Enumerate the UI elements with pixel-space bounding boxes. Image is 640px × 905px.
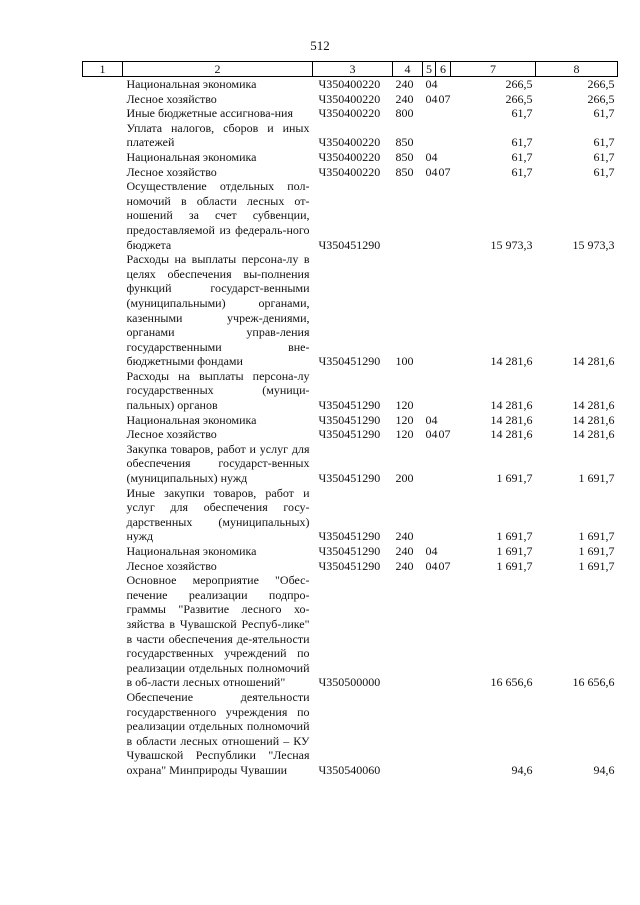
row-code: Ч350400220 [318, 164, 381, 179]
row-value-8: 61,7 [593, 149, 615, 164]
row-col-6 [436, 486, 451, 544]
header-cell-3: 3 [313, 62, 393, 77]
row-value-7: 14 281,6 [490, 427, 533, 442]
row-name: Осуществление отдельных пол-номочий в области лесных от-ношений за счет субвенции, предоставляемой из федераль-ного бюджета [126, 179, 310, 252]
row-value-8: 61,7 [593, 164, 615, 179]
row-code: Ч350400220 [318, 149, 381, 164]
row-value-7: 61,7 [511, 164, 533, 179]
row-col-5 [423, 690, 436, 778]
row-code: Ч350451290 [318, 237, 381, 252]
row-col-5 [423, 442, 436, 486]
row-col-5: 04 [425, 558, 438, 573]
row-col-5 [423, 573, 436, 690]
header-cell-7: 7 [451, 62, 536, 77]
row-col-5: 04 [425, 412, 438, 427]
row-col-4: 800 [395, 106, 414, 121]
row-value-7: 1 691,7 [496, 471, 533, 486]
row-col-5: 04 [425, 77, 438, 91]
row-col-1 [83, 442, 123, 486]
header-cell-5: 5 [423, 62, 436, 77]
row-code: Ч350400220 [318, 91, 381, 106]
row-name: Национальная экономика [126, 412, 257, 427]
row-code: Ч350451290 [318, 412, 381, 427]
row-code: Ч350451290 [318, 558, 381, 573]
row-col-4: 200 [395, 471, 414, 486]
row-value-7: 14 281,6 [490, 398, 533, 413]
row-col-4 [393, 179, 423, 252]
header-cell-1: 1 [83, 62, 123, 77]
row-value-8: 1 691,7 [578, 544, 615, 558]
page-number: 512 [310, 38, 330, 53]
row-code: Ч350451290 [318, 471, 381, 486]
row-col-4: 100 [395, 354, 414, 369]
row-col-6 [436, 121, 451, 150]
row-col-5 [423, 179, 436, 252]
table-row [83, 427, 618, 442]
row-code: Ч350451290 [318, 398, 381, 413]
table-row [83, 77, 618, 92]
row-name: Лесное хозяйство [126, 558, 217, 573]
row-col-5 [423, 369, 436, 413]
row-col-6 [436, 544, 451, 559]
row-name: Национальная экономика [126, 77, 257, 91]
table-row [83, 442, 618, 486]
row-col-6: 07 [438, 164, 451, 179]
row-col-4 [393, 690, 423, 778]
row-col-1 [83, 690, 123, 778]
row-col-1 [83, 573, 123, 690]
row-value-8: 61,7 [593, 135, 615, 150]
row-col-1 [83, 559, 123, 574]
row-col-5 [423, 121, 436, 150]
table-row [83, 92, 618, 107]
row-value-7: 61,7 [511, 135, 533, 150]
header-cell-6: 6 [436, 62, 451, 77]
row-col-1 [83, 165, 123, 180]
row-col-6 [436, 106, 451, 121]
row-col-6: 07 [438, 91, 451, 106]
row-code: Ч350400220 [318, 106, 381, 121]
row-col-6 [436, 413, 451, 428]
row-name: Основное мероприятие "Обес-печение реализации подпро-граммы "Развитие лесного хо-зяйства в Чувашской Респуб-лике" в части обеспечения де-ятельности государственных учреждений по реализации отдельных полномочий в об-ласти лесных отношений" [126, 573, 310, 690]
row-code: Ч350451290 [318, 529, 381, 544]
row-col-5: 04 [425, 544, 438, 558]
table-row [83, 106, 618, 121]
row-col-1 [83, 544, 123, 559]
row-col-4: 850 [395, 149, 414, 164]
row-name: Закупка товаров, работ и услуг для обеспечения государст-венных (муниципальных) нужд [126, 441, 310, 486]
row-col-1 [83, 150, 123, 165]
row-col-6 [436, 690, 451, 778]
row-value-7: 266,5 [505, 77, 533, 91]
row-value-8: 1 691,7 [578, 471, 615, 486]
row-col-4: 850 [395, 164, 414, 179]
row-col-4: 240 [395, 544, 414, 558]
row-name: Расходы на выплаты персона-лу государственных (муници-пальных) органов [126, 368, 310, 413]
table-row [83, 559, 618, 574]
row-col-6 [436, 179, 451, 252]
row-name: Лесное хозяйство [126, 91, 217, 106]
row-col-6 [436, 369, 451, 413]
header-cell-8: 8 [536, 62, 618, 77]
row-name: Лесное хозяйство [126, 427, 217, 442]
table-row [83, 252, 618, 369]
row-value-8: 61,7 [593, 106, 615, 121]
row-col-6 [436, 252, 451, 369]
table-row [83, 150, 618, 165]
table-row [83, 573, 618, 690]
row-value-8: 266,5 [587, 91, 615, 106]
row-code: Ч350451290 [318, 354, 381, 369]
row-col-1 [83, 413, 123, 428]
row-col-5: 04 [425, 91, 438, 106]
row-name: Уплата налогов, сборов и иных платежей [126, 120, 310, 150]
row-value-8: 14 281,6 [572, 412, 615, 427]
row-value-7: 14 281,6 [490, 412, 533, 427]
row-col-6 [436, 150, 451, 165]
row-value-7: 61,7 [511, 106, 533, 121]
row-value-7: 61,7 [511, 149, 533, 164]
header-row [83, 62, 618, 77]
row-value-7: 266,5 [505, 91, 533, 106]
row-col-6 [436, 77, 451, 92]
table-body [83, 77, 618, 778]
table-row [83, 165, 618, 180]
row-value-8: 14 281,6 [572, 427, 615, 442]
row-col-1 [83, 77, 123, 92]
row-col-4: 240 [395, 91, 414, 106]
row-value-8: 15 973,3 [572, 237, 615, 252]
row-col-1 [83, 427, 123, 442]
row-col-6 [436, 573, 451, 690]
table-row [83, 121, 618, 150]
row-col-4: 240 [395, 77, 414, 91]
row-code: Ч350451290 [318, 544, 381, 558]
row-col-1 [83, 486, 123, 544]
row-col-5 [423, 252, 436, 369]
budget-table-container [82, 61, 617, 778]
row-name: Иные закупки товаров, работ и услуг для обеспечения госу-дарственных (муниципальных) нужд [126, 485, 310, 544]
table-row [83, 486, 618, 544]
row-col-4: 120 [395, 412, 414, 427]
row-value-7: 1 691,7 [496, 544, 533, 558]
row-code: Ч350500000 [318, 675, 381, 690]
row-value-7: 14 281,6 [490, 354, 533, 369]
row-col-4: 850 [395, 135, 414, 150]
row-code: Ч350400220 [318, 135, 381, 150]
header-cell-4: 4 [393, 62, 423, 77]
row-col-1 [83, 252, 123, 369]
row-col-6: 07 [438, 558, 451, 573]
row-col-5: 04 [425, 427, 438, 442]
row-value-7: 1 691,7 [496, 558, 533, 573]
row-col-5 [423, 486, 436, 544]
row-col-5 [423, 106, 436, 121]
row-value-8: 14 281,6 [572, 398, 615, 413]
row-col-4: 240 [395, 529, 414, 544]
row-name: Национальная экономика [126, 149, 257, 164]
row-value-8: 266,5 [587, 77, 615, 91]
row-col-4: 120 [395, 398, 414, 413]
row-name: Обеспечение деятельности государственного учреждения по реализации отдельных полномочий в области лесных отношений – КУ Чувашской Республики "Лесная охрана" Минприроды Чувашии [126, 689, 310, 777]
row-col-5: 04 [425, 164, 438, 179]
row-col-6 [436, 442, 451, 486]
row-col-1 [83, 179, 123, 252]
row-code: Ч350540060 [318, 762, 381, 777]
row-code: Ч350400220 [318, 77, 381, 91]
table-row [83, 413, 618, 428]
row-col-1 [83, 106, 123, 121]
row-col-1 [83, 92, 123, 107]
row-name: Национальная экономика [126, 544, 257, 558]
row-name: Лесное хозяйство [126, 164, 217, 179]
row-value-7: 15 973,3 [490, 237, 533, 252]
header-cell-2: 2 [123, 62, 313, 77]
row-value-8: 14 281,6 [572, 354, 615, 369]
row-col-4: 240 [395, 558, 414, 573]
table-row [83, 690, 618, 778]
row-value-8: 1 691,7 [578, 529, 615, 544]
row-col-1 [83, 121, 123, 150]
row-col-6: 07 [438, 427, 451, 442]
row-value-8: 1 691,7 [578, 558, 615, 573]
row-value-7: 94,6 [511, 762, 533, 777]
row-value-7: 16 656,6 [490, 675, 533, 690]
row-col-1 [83, 369, 123, 413]
row-col-4: 120 [395, 427, 414, 442]
row-name: Расходы на выплаты персона-лу в целях обеспечения вы-полнения функций государст-венными (муниципальными) органами, казенными учреж-дениями, органами управ-ления государственными вне-бюджетными фондами [126, 252, 310, 369]
row-value-8: 94,6 [593, 762, 615, 777]
row-code: Ч350451290 [318, 427, 381, 442]
table-row [83, 369, 618, 413]
row-name: Иные бюджетные ассигнова-ния [126, 106, 293, 121]
table-row [83, 179, 618, 252]
row-value-8: 16 656,6 [572, 675, 615, 690]
budget-table [82, 61, 618, 778]
row-value-7: 1 691,7 [496, 529, 533, 544]
row-col-5: 04 [425, 149, 438, 164]
table-row [83, 544, 618, 559]
row-col-4 [393, 573, 423, 690]
